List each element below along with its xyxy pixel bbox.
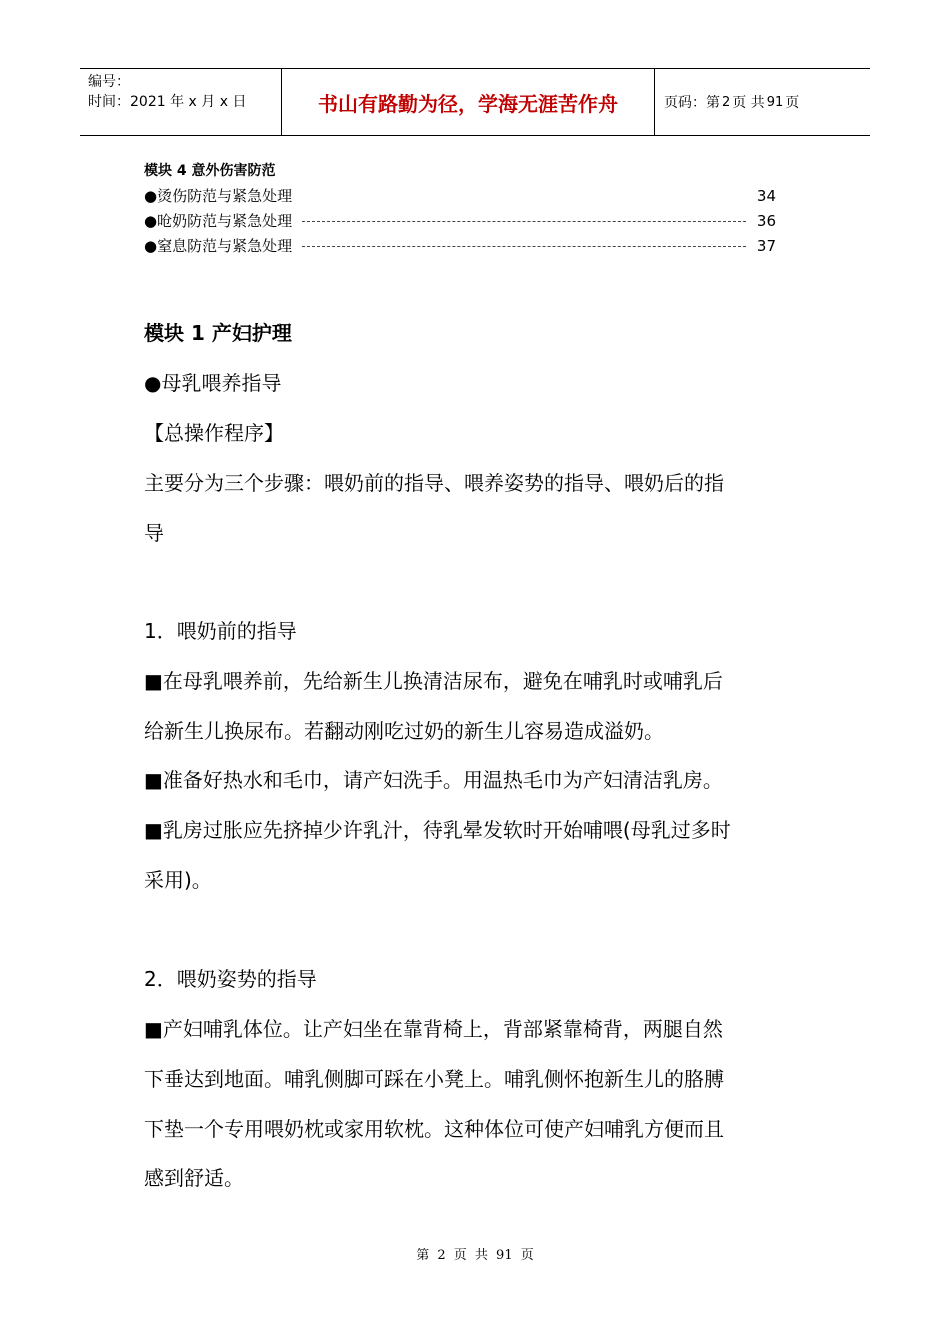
toc-entry-page: 36 (756, 211, 776, 230)
toc-entry-page: 34 (756, 186, 776, 205)
toc-entry-label: ●呛奶防范与紧急处理 (144, 212, 293, 230)
toc-entry-label: ●烫伤防范与紧急处理 (144, 187, 293, 205)
header-motto: 书山有路勤为径，学海无涯苦作舟 (281, 69, 655, 135)
page-footer: 第 2 页 共 91 页 (416, 1248, 534, 1263)
step2-title: 2．喂奶姿势的指导 (144, 967, 317, 991)
paragraph-line: ■在母乳喂养前，先给新生儿换清洁尿布，避免在哺乳时或哺乳后 (144, 669, 723, 693)
paragraph-line: 下垂达到地面。哺乳侧脚可踩在小凳上。哺乳侧怀抱新生儿的胳膊 (144, 1067, 724, 1091)
paragraph-line: 采用)。 (144, 868, 212, 892)
table-of-contents (144, 159, 776, 258)
toc-entry-label: ●窒息防范与紧急处理 (144, 237, 293, 255)
toc-entry[interactable] (144, 183, 776, 208)
toc-entry-page: 37 (756, 236, 776, 255)
paragraph-line: ■准备好热水和毛巾，请产妇洗手。用温热毛巾为产妇清洁乳房。 (144, 768, 723, 792)
toc-module-title: 模块 4 意外伤害防范 (144, 163, 276, 179)
page-suffix: 页 (785, 95, 800, 111)
toc-leader (302, 246, 746, 247)
time-label: 时间：2021 年 x 月 x 日 (88, 94, 247, 110)
intro-line: 导 (144, 521, 164, 545)
toc-leader (302, 221, 746, 222)
paragraph-line: 下垫一个专用喂奶枕或家用软枕。这种体位可使产妇哺乳方便而且 (144, 1117, 724, 1141)
module-title: 模块 1 产妇护理 (144, 321, 292, 345)
paragraph-line: 给新生儿换尿布。若翻动刚吃过奶的新生儿容易造成溢奶。 (144, 719, 664, 743)
step1-title: 1．喂奶前的指导 (144, 619, 297, 643)
intro-line: 主要分为三个步骤：喂奶前的指导、喂养姿势的指导、喂奶后的指 (144, 471, 724, 495)
paragraph-line: ■乳房过胀应先挤掉少许乳汁，待乳晕发软时开始哺喂(母乳过多时 (144, 818, 731, 842)
header-meta (80, 69, 281, 135)
document-header (80, 68, 870, 136)
toc-entry[interactable] (144, 208, 776, 233)
section-heading: ●母乳喂养指导 (144, 371, 282, 395)
page-prefix: 页码：第 (664, 95, 720, 111)
page-current: 2 (722, 94, 731, 110)
paragraph-line: ■产妇哺乳体位。让产妇坐在靠背椅上，背部紧靠椅背，两腿自然 (144, 1017, 723, 1041)
page-total: 91 (766, 94, 784, 110)
header-page-info (655, 69, 870, 135)
toc-entry[interactable] (144, 233, 776, 258)
paragraph-line: 感到舒适。 (144, 1166, 244, 1190)
procedure-heading: 【总操作程序】 (144, 421, 284, 445)
number-label: 编号： (88, 74, 130, 90)
page-mid: 页 共 (732, 95, 765, 111)
